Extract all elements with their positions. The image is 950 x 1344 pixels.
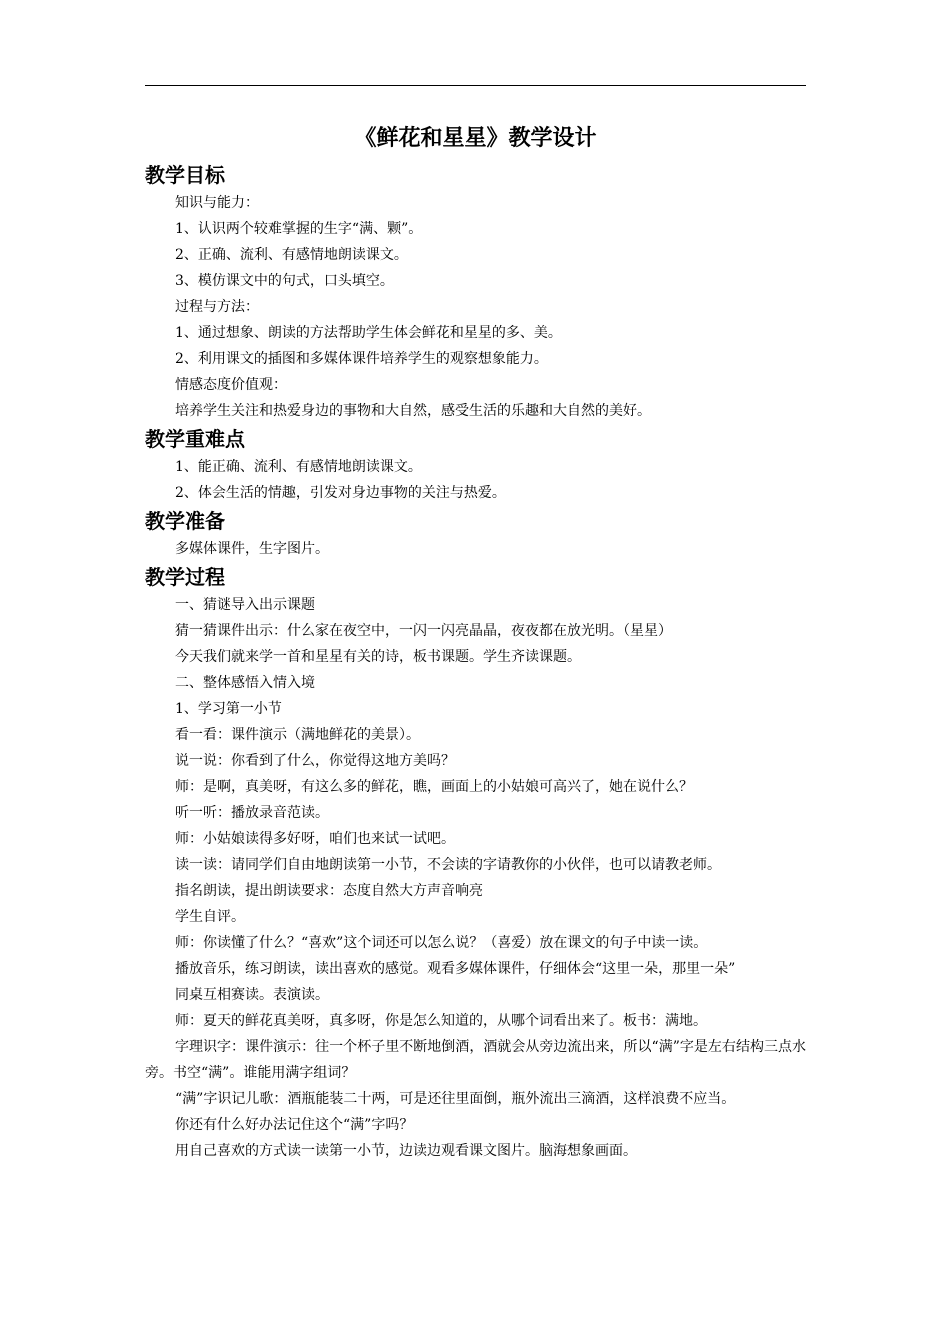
paragraph: 1、学习第一小节 (175, 701, 282, 717)
paragraph: 培养学生关注和热爱身边的事物和大自然，感受生活的乐趣和大自然的美好。 (175, 403, 651, 419)
paragraph: 3、模仿课文中的句式，口头填空。 (175, 273, 394, 289)
paragraph: 1、通过想象、朗读的方法帮助学生体会鲜花和星星的多、美。 (175, 325, 562, 341)
paragraph: 今天我们就来学一首和星星有关的诗，板书课题。学生齐读课题。 (175, 649, 581, 665)
paragraph: 用自己喜欢的方式读一读第一小节，边读边观看课文图片。脑海想象画面。 (175, 1143, 637, 1159)
paragraph: 说一说：你看到了什么，你觉得这地方美吗？ (175, 753, 455, 769)
paragraph: 学生自评。 (175, 909, 245, 925)
paragraph: 师：小姑娘读得多好呀，咱们也来试一试吧。 (175, 831, 455, 847)
paragraph: 多媒体课件，生字图片。 (175, 541, 329, 557)
paragraph: 2、正确、流利、有感情地朗读课文。 (175, 247, 408, 263)
paragraph: 知识与能力： (175, 195, 259, 211)
document-title: 《鲜花和星星》教学设计 (354, 125, 597, 151)
paragraph: 同桌互相赛读。表演读。 (175, 987, 329, 1003)
paragraph: 看一看：课件演示（满地鲜花的美景）。 (175, 727, 420, 743)
paragraph: 一、猜谜导入出示课题 (175, 597, 315, 613)
document-body (145, 160, 806, 1164)
header-rule (145, 85, 806, 86)
paragraph: “满”字识记儿歌：酒瓶能装二十两，可是还往里面倒，瓶外流出三滴酒，这样浪费不应当。 (175, 1091, 736, 1107)
section-heading-preparation: 教学准备 (145, 509, 225, 533)
paragraph: 师：你读懂了什么？“喜欢”这个词还可以怎么说？（喜爱）放在课文的句子中读一读。 (175, 935, 708, 951)
paragraph: 听一听：播放录音范读。 (175, 805, 329, 821)
paragraph: 字理识字：课件演示：往一个杯子里不断地倒酒，酒就会从旁边流出来，所以“满”字是左右结构三点水旁。书空“满”。谁能用满字组词？ (145, 1039, 806, 1081)
paragraph: 情感态度价值观： (175, 377, 287, 393)
paragraph: 二、整体感悟入情入境 (175, 675, 315, 691)
paragraph: 师：是啊，真美呀，有这么多的鲜花，瞧，画面上的小姑娘可高兴了，她在说什么？ (175, 779, 693, 795)
paragraph: 1、认识两个较难掌握的生字“满、颗”。 (175, 221, 423, 237)
paragraph: 你还有什么好办法记住这个“满”字吗？ (175, 1117, 414, 1133)
paragraph: 2、利用课文的插图和多媒体课件培养学生的观察想象能力。 (175, 351, 548, 367)
paragraph: 播放音乐，练习朗读，读出喜欢的感觉。观看多媒体课件，仔细体会“这里一朵，那里一朵” (175, 961, 736, 977)
paragraph: 2、体会生活的情趣，引发对身边事物的关注与热爱。 (175, 485, 506, 501)
section-heading-objectives: 教学目标 (145, 163, 225, 187)
paragraph: 猜一猜课件出示：什么家在夜空中，一闪一闪亮晶晶，夜夜都在放光明。（星星） (175, 623, 672, 639)
paragraph: 师：夏天的鲜花真美呀，真多呀，你是怎么知道的，从哪个词看出来了。板书：满地。 (175, 1013, 707, 1029)
paragraph: 过程与方法： (175, 299, 259, 315)
paragraph: 读一读：请同学们自由地朗读第一小节，不会读的字请教你的小伙伴，也可以请教老师。 (175, 857, 721, 873)
section-heading-key-points: 教学重难点 (145, 427, 245, 451)
section-heading-process: 教学过程 (145, 565, 225, 589)
paragraph: 指名朗读，提出朗读要求：态度自然大方声音响亮 (175, 883, 483, 899)
paragraph: 1、能正确、流利、有感情地朗读课文。 (175, 459, 422, 475)
